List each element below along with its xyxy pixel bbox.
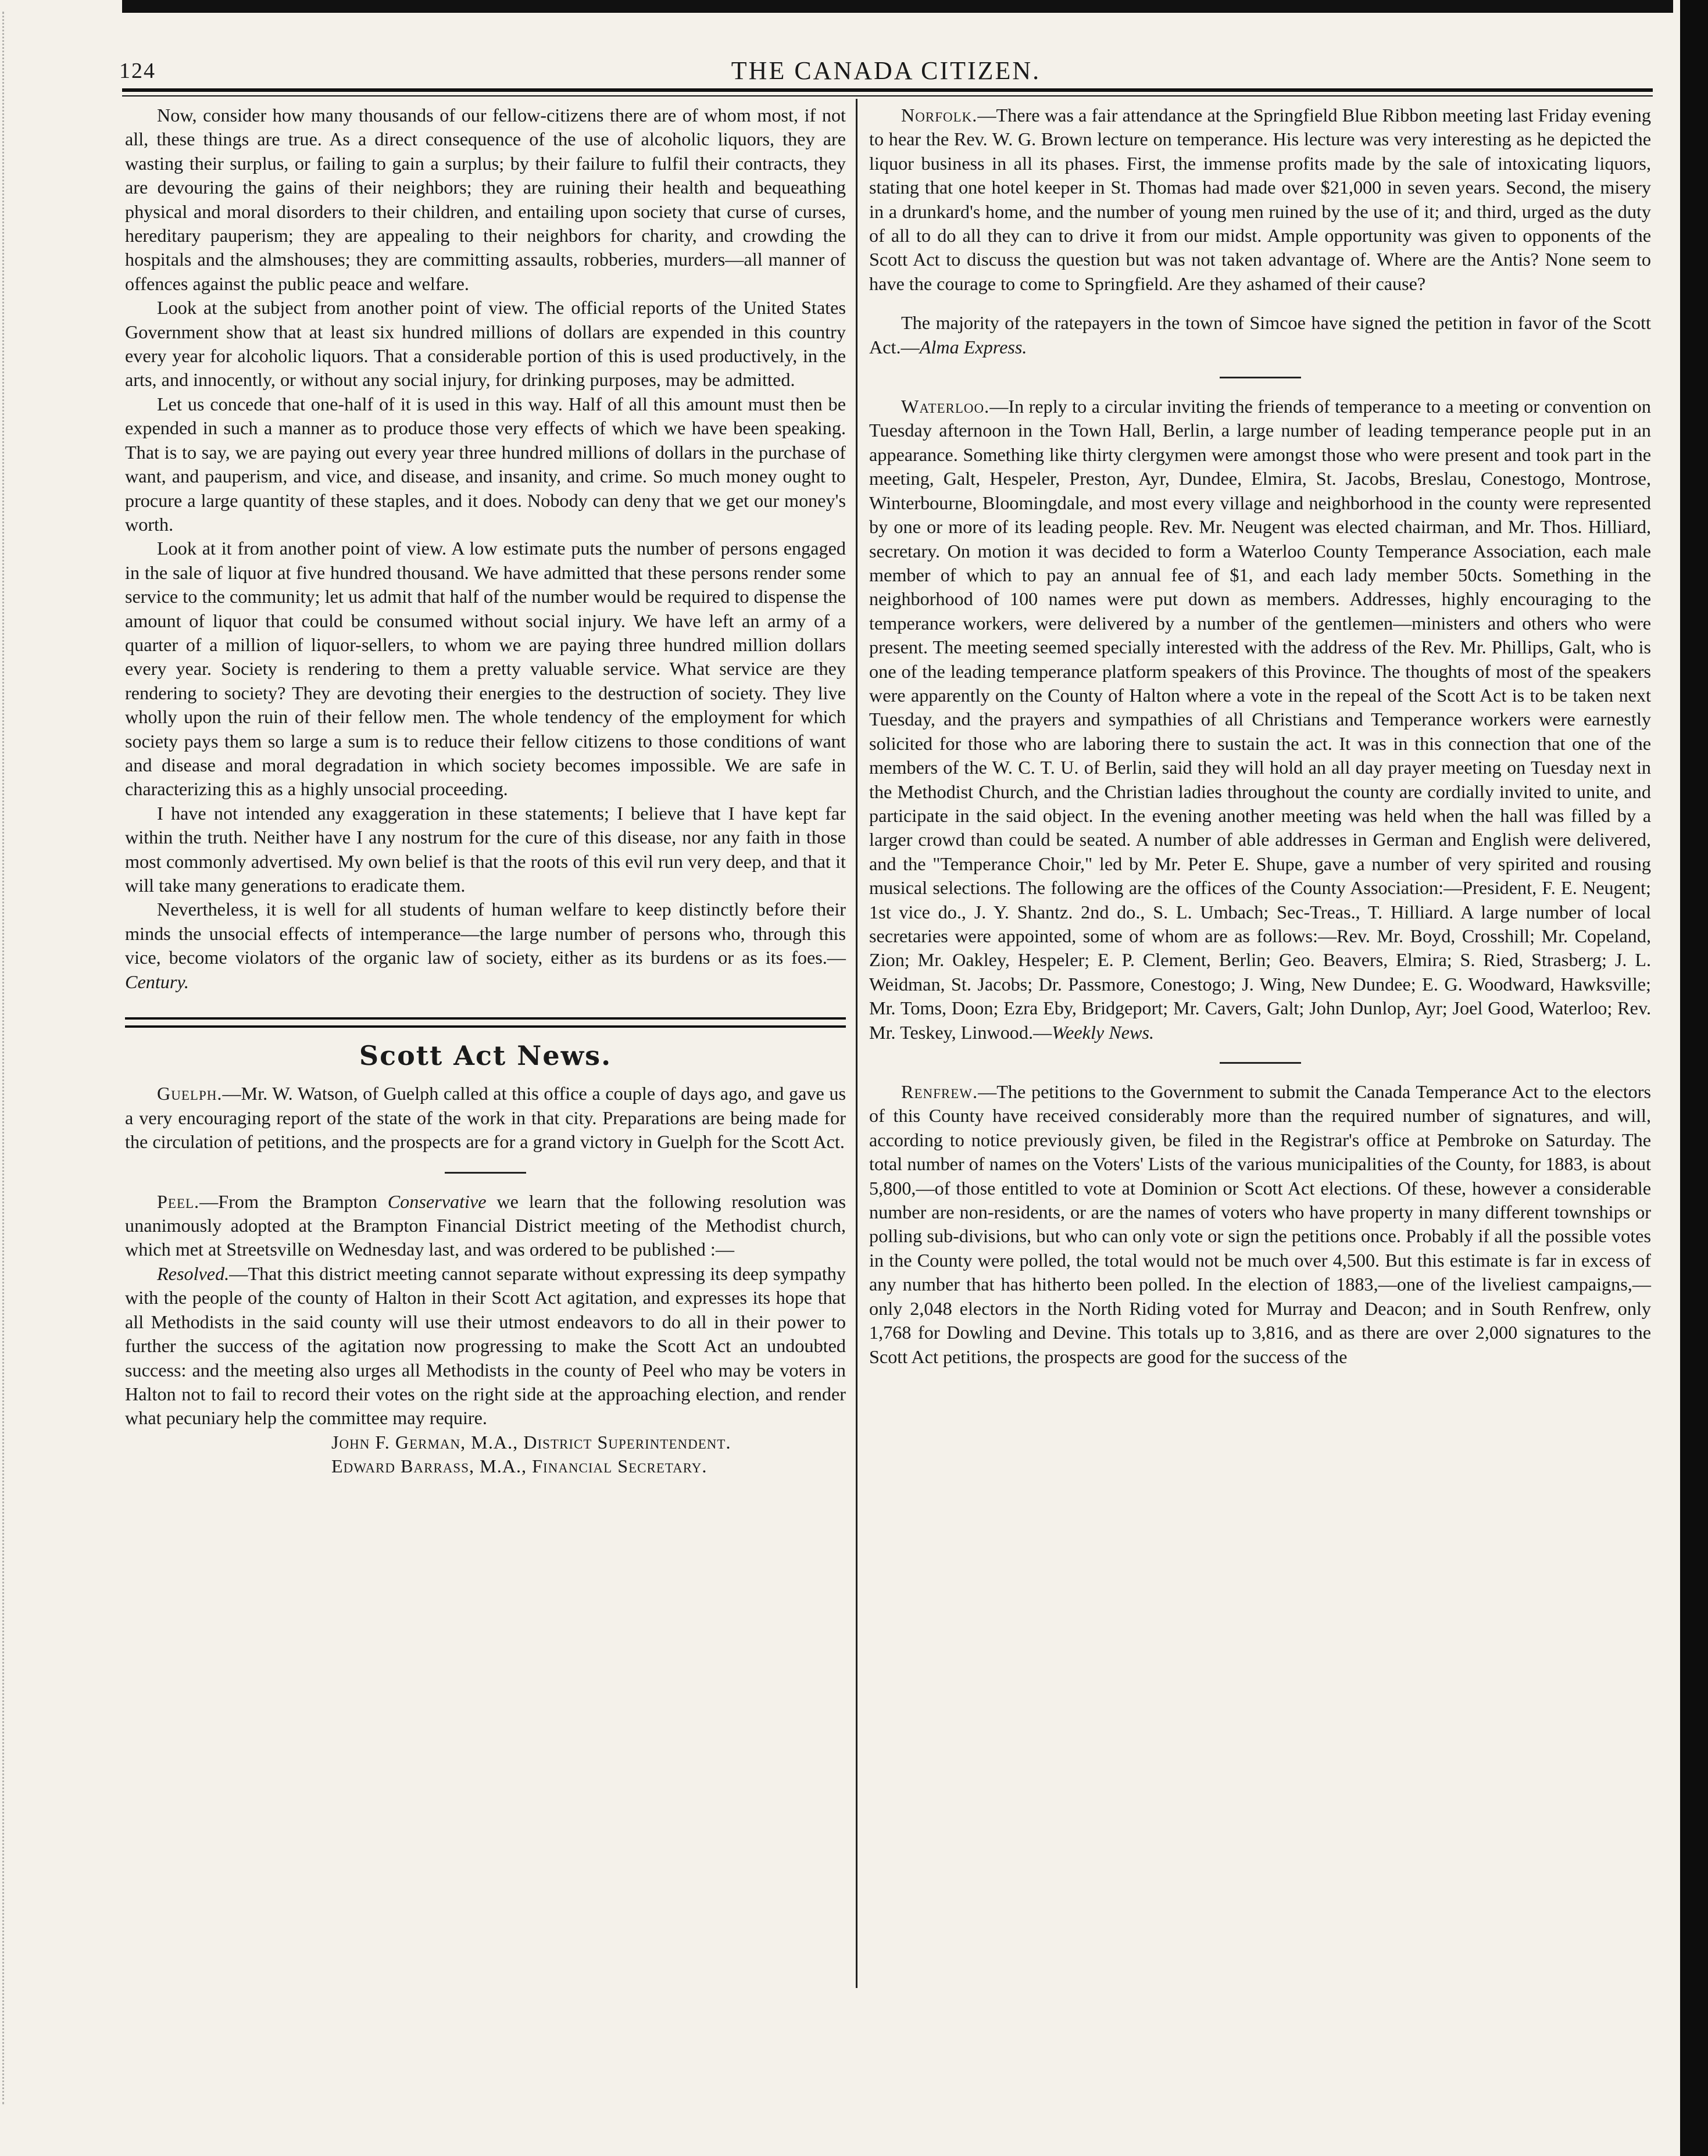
section-rule <box>125 1017 846 1028</box>
item-separator <box>1220 377 1301 378</box>
item-dateline: Waterloo. <box>901 396 990 417</box>
item-dateline: Renfrew. <box>901 1081 978 1103</box>
page-edge-shadow <box>1680 0 1708 2156</box>
article-paragraph: Let us concede that one-half of it is used in this way. Half of all this amount must then be expended in such a manner as to produce those very effects of which we have been speaking. That is to say, we are paying out every year three hundred millions of dollars in the purchase of want, and pauperism, and vice, and disease, and insanity, and crime. So much money ought to procure a large quantity of these staples, and it does. Nobody can deny that we get our money's worth. <box>125 393 846 535</box>
section-title: Scott Act News. <box>359 1040 612 1072</box>
column-divider <box>856 99 857 1988</box>
signature: John F. German, M.A., District Superintendent. <box>331 1431 731 1453</box>
resolution <box>125 1262 846 1431</box>
news-item-waterloo <box>869 395 1651 1045</box>
item-separator <box>445 1172 526 1174</box>
header-rule <box>122 88 1653 92</box>
resolution-head: Resolved. <box>157 1263 230 1284</box>
item-text: we learn that the following resolution was unanimously adopted at the Brampton Financial District meeting of the Methodist church, which met at Streetsville on Wednesday last, and was ordered to be published :— <box>125 1190 846 1260</box>
paragraph-text: Nevertheless, it is well for all students of human welfare to keep distinctly before their minds the unsocial effects of intemperance—the large number of persons who, through this vice, become violators of the organic law of society, either as its burdens or as its foes.— <box>125 899 846 968</box>
news-item-guelph <box>125 1082 846 1154</box>
article-paragraph: Look at the subject from another point of view. The official reports of the United States Government show that at least six hundred millions of dollars are expended in this country every year for alcoholic liquors. That a considerable portion of this is used productively, in the arts, and innocently, or without any social injury, for drinking purposes, may be admitted. <box>125 297 846 391</box>
article-paragraph: Now, consider how many thousands of our fellow-citizens there are of whom most, if not all, these things are true. As a direct consequence of the use of alcoholic liquors, they are wasting their surplus, or failing to gain a surplus; by their failure to fulfil their contracts, they are devouring the gains of their neighbors; they are ruining their health and bequeathing physical and moral disorders to their children, and entailing upon society that curse of curses, hereditary pauperism; they are appealing to their neighbors for charity, and crowding the hospitals and the almshouses; they are committing assaults, robberies, murders—all manner of offences against the public peace and welfare. <box>125 105 846 294</box>
running-title: THE CANADA CITIZEN. <box>731 56 1041 85</box>
item-separator <box>1220 1062 1301 1064</box>
binding-margin <box>2 12 10 2104</box>
source-attribution: Alma Express. <box>919 336 1027 357</box>
source-attribution: Century. <box>125 971 189 992</box>
article-paragraph: I have not intended any exaggeration in these statements; I believe that I have kept far within the truth. Neither have I any nostrum for the cure of this disease, nor any faith in those most commonly advertised. My own belief is that the roots of this evil run very deep, and that it will take many generations to eradicate them. <box>125 802 846 896</box>
item-text: —In reply to a circular inviting the friends of temperance to a meeting or convention on Tuesday afternoon in the Town Hall, Berlin, a large number of leading temperance people put in an appearance. Something like thirty clergymen were amongst those who were present and took part in the meeting, Galt, Hespeler, Preston, Ayr, Dundee, Elmira, St. Jacobs, Breslau, Conestogo, Montrose, Winterbourne, Bloomingdale, and most every village and neighborhood in the county were represented by one or more of its leading people. Rev. Mr. Neugent was elected chairman, and Mr. Thos. Hilliard, secretary. On motion it was decided to form a Waterloo County Temperance Association, each male member of which to pay an annual fee of $1, and each lady member 50cts. Something in the neighborhood of 100 names were put down as members. Addresses, highly encouraging to the temperance workers, were delivered by a number of the gentlemen—ministers and others who were present. The meeting seemed specially interested with the address of the Rev. Mr. Phillips, Galt, who is one of the leading temperance platform speakers of this Province. The thoughts of most of the speakers were apparently on the County of Halton where a vote in the repeal of the Scott Act is to be taken next Tuesday, and the prayers and sympathies of all Christians and Temperance workers were earnestly solicited for those who are laboring there to sustain the act. It was in this connection that one of the members of the W. C. T. U. of Berlin, said they will hold an all day prayer meeting on Tuesday next in the Methodist Church, and the Christian ladies throughout the county are cordially invited to unite, and participate in the said object. In the evening another meeting was held when the hall was filled by a larger crowd than could be seated. A number of able addresses in German and English were delivered, and the "Temperance Choir," led by Mr. Peter E. Shupe, gave a number of very spirited and rousing musical selections. The following are the offices of the County Association:—President, F. E. Neugent; 1st vice do., J. Y. Shantz. 2nd do., S. L. Umbach; Sec-Treas., T. Hilliard. A large number of local secretaries were appointed, some of whom are as follows:—Rev. Mr. Boyd, Crosshill; Mr. Copeland, Zion; Mr. Oakley, Hespeler; E. P. Clement, Berlin; Geo. Beavers, Elmira; S. Ried, Strasberg; J. L. Weidman, St. Jacobs; Dr. Passmore, Conestogo; J. Wing, New Dundee; E. G. Woodward, Hawksville; Mr. Toms, Doon; Ezra Eby, Bridgeport; Mr. Cavers, Galt; John Dunlop, Ayr; Joel Good, Waterloo; Rev. Mr. Teskey, Linwood.— <box>869 396 1651 1043</box>
top-border <box>122 0 1673 13</box>
item-dateline: Peel. <box>157 1190 200 1212</box>
item-text: —The petitions to the Government to submit the Canada Temperance Act to the electors of this County have received considerably more than the required number of signatures, and will, according to notice previously given, be filed in the Registrar's office at Pembroke on Saturday. The total number of names on the Voters' Lists of the various municipalities of the County, for 1883, is about 5,800,—of those entitled to vote at Dominion or Scott Act elections. Of these, however a considerable number are non-residents, or are the names of voters who have property in many different townships or polling sub-divisions, but who can only vote or sign the petitions once. Probably if all the possible votes in the County were polled, the total would not be much over 4,500. But this estimate is far in excess of any number that has hitherto been polled. In the election of 1883,—one of the liveliest campaigns,—only 2,048 electors in the North Riding voted for Murray and Deacon; and in South Renfrew, only 1,768 for Dowling and Devine. This totals up to 3,816, and as there are over 2,000 signatures to the Scott Act petitions, the prospects are good for the success of the <box>869 1081 1651 1367</box>
item-dateline: Guelph. <box>157 1083 223 1104</box>
resolution-text: —That this district meeting cannot separate without expressing its deep sympathy with the people of the county of Halton in their Scott Act agitation, and expresses its hope that all Methodists in the said county will use their utmost endeavors to do all in their power to further the success of the agitation now progressing to make the Scott Act an undoubted success: and the meeting also urges all Methodists in the county of Peel who may be voters in Halton not to fail to record their votes on the right side at the approaching election, and render what pecuniary help the committee may require. <box>125 1263 846 1429</box>
item-text: —Mr. W. Watson, of Guelph called at this office a couple of days ago, and gave us a very encouraging report of the state of the work in that city. Preparations are being made for the circulation of petitions, and the prospects are for a grand victory in Guelph for the Scott Act. <box>125 1083 846 1153</box>
header-rule-thin <box>122 95 1653 96</box>
item-dateline: Norfolk. <box>901 105 978 126</box>
newspaper-name: Conservative <box>387 1190 487 1212</box>
source-attribution: Weekly News. <box>1052 1021 1155 1043</box>
right-column <box>869 103 1651 1369</box>
item-text: The majority of the ratepayers in the town of Simcoe have signed the petition in favor of the Scott Act.— <box>869 312 1651 357</box>
item-text: —From the Brampton <box>199 1190 388 1212</box>
news-item-renfrew <box>869 1080 1651 1369</box>
news-item-simcoe <box>869 311 1651 359</box>
signature: Edward Barrass, M.A., Financial Secretary. <box>331 1456 708 1477</box>
page-number: 124 <box>119 59 156 83</box>
article-paragraph: Look at it from another point of view. A low estimate puts the number of persons engaged in the sale of liquor at five hundred thousand. We have admitted that these persons render some service to the community; let us admit that half of the number would be required to dispense the amount of liquor that could be consumed without social injury. We have left an army of a quarter of a million of liquor-sellers, to whom we are paying three hundred million dollars every year. Society is rendering to them a pretty valuable service. What service are they rendering to society? They are devoting their energies to the destruction of society. They live wholly upon the ruin of their fellow men. The whole tendency of the employment for which society pays them so large a sum is to reduce their fellow citizens to those conditions of want and disease and moral degradation in which society becomes impossible. We are safe in characterizing this as a highly unsocial proceeding. <box>125 538 846 800</box>
article-paragraph <box>125 898 846 994</box>
news-item-peel <box>125 1190 846 1262</box>
item-text: —There was a fair attendance at the Springfield Blue Ribbon meeting last Friday evening to hear the Rev. W. G. Brown lecture on temperance. His lecture was very interesting as he depicted the liquor business in all its phases. First, the immense profits made by the sale of intoxicating liquors, stating that one hotel keeper in St. Thomas had made over $21,000 in seven years. Second, the misery in a drunkard's home, and the number of young men ruined by the use of it; and third, urged as the duty of all to do all they can to drive it from our midst. Ample opportunity was given to opponents of the Scott Act to discuss the question but was not taken advantage of. Where are the Antis? None seem to have the courage to come to Springfield. Are they ashamed of their cause? <box>869 105 1651 294</box>
left-column <box>125 103 846 1479</box>
spacer <box>869 296 1651 311</box>
news-item-norfolk <box>869 103 1651 296</box>
